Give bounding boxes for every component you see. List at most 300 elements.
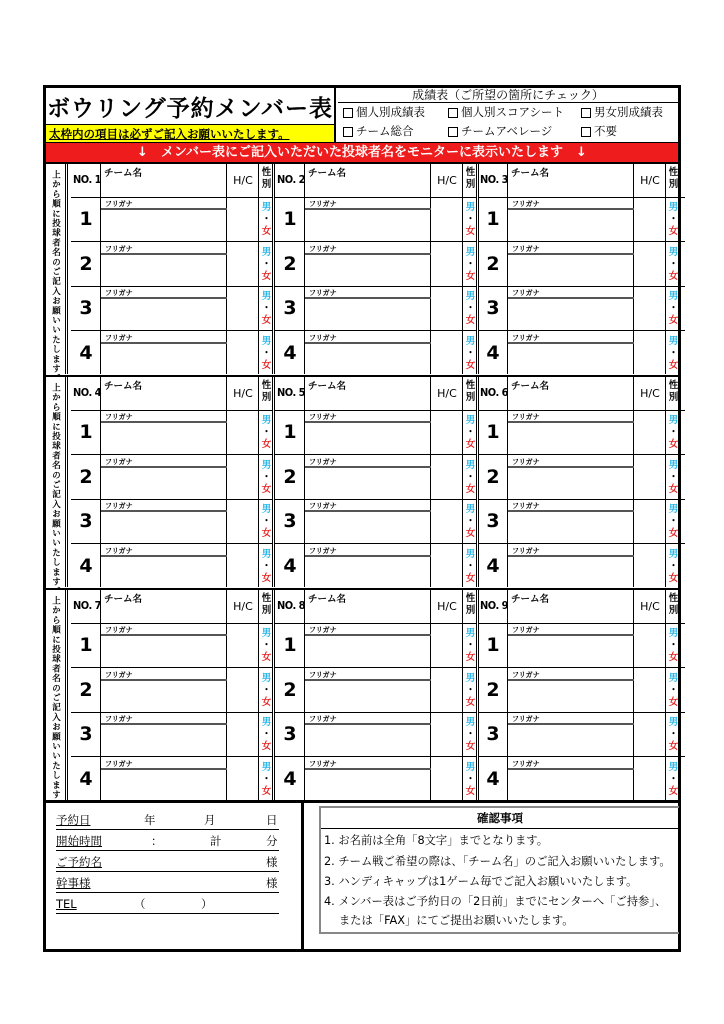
sex-selector[interactable] [666, 336, 681, 372]
male-option[interactable]: 男 [261, 415, 272, 426]
player-number: 3 [486, 510, 500, 532]
furigana-field[interactable]: フリガナ [508, 243, 634, 255]
sex-selector[interactable] [259, 202, 274, 238]
player-row [275, 332, 476, 376]
female-option[interactable]: 女 [668, 226, 679, 237]
furigana-field[interactable]: フリガナ [101, 287, 227, 299]
player-name-field[interactable] [508, 557, 634, 589]
sex-selector[interactable] [666, 628, 681, 664]
player-number: 4 [79, 554, 93, 577]
player-name-field[interactable] [508, 255, 634, 286]
player-name-field[interactable] [305, 344, 431, 376]
player-number: 1 [283, 421, 297, 443]
male-option[interactable]: 男 [465, 202, 476, 213]
female-option[interactable]: 女 [261, 652, 272, 663]
male-option[interactable]: 男 [668, 291, 679, 302]
sex-selector[interactable] [259, 762, 274, 798]
sex-selector[interactable] [259, 460, 274, 496]
male-option[interactable]: 男 [668, 335, 679, 347]
player-name-field[interactable] [305, 210, 431, 241]
confirmation-item: 2. チーム戦ご希望の際は、「チーム名」のご記入お願いいたします。 [324, 855, 671, 868]
male-option[interactable]: 男 [668, 504, 679, 515]
player-row [71, 624, 272, 668]
player-name-field[interactable] [101, 770, 227, 802]
team-header [478, 590, 685, 624]
furigana-field[interactable]: フリガナ [508, 713, 634, 725]
player-row [275, 758, 476, 802]
female-option[interactable]: 女 [668, 652, 679, 663]
team-block [46, 375, 679, 597]
furigana-field[interactable]: フリガナ [101, 758, 227, 770]
player-name-field[interactable] [101, 681, 227, 712]
player-name-field[interactable] [508, 468, 634, 499]
separator-dot: ・ [668, 684, 679, 696]
sex-selector[interactable] [463, 504, 478, 540]
furigana-field[interactable]: フリガナ [508, 758, 634, 770]
player-name-field[interactable] [508, 299, 634, 330]
player-number: 3 [486, 723, 500, 745]
male-option[interactable]: 男 [668, 672, 679, 684]
furigana-field[interactable]: フリガナ [305, 243, 431, 255]
player-row [71, 411, 272, 455]
female-option[interactable]: 女 [465, 439, 476, 450]
female-option[interactable]: 女 [465, 572, 476, 584]
sex-selector[interactable] [666, 504, 681, 540]
furigana-field[interactable]: フリガナ [101, 713, 227, 725]
female-option[interactable]: 女 [261, 741, 272, 752]
team-header [478, 377, 685, 411]
checkbox-icon[interactable] [448, 127, 458, 137]
checkbox-gender-results[interactable] [581, 103, 663, 122]
player-name-field[interactable] [101, 725, 227, 756]
male-option[interactable]: 男 [668, 548, 679, 560]
player-name-field[interactable] [508, 210, 634, 241]
checkbox-icon[interactable] [448, 108, 458, 118]
sex-selector[interactable] [259, 415, 274, 451]
furigana-field[interactable]: フリガナ [508, 624, 634, 636]
furigana-field[interactable]: フリガナ [508, 456, 634, 468]
male-option[interactable]: 男 [465, 717, 476, 728]
furigana-field[interactable]: フリガナ [101, 411, 227, 423]
separator-dot: ・ [668, 729, 679, 740]
player-name-field[interactable] [101, 255, 227, 286]
female-option[interactable]: 女 [261, 270, 272, 282]
player-name-field[interactable] [101, 344, 227, 376]
hc-header: H/C [437, 174, 457, 187]
player-number: 2 [486, 465, 500, 488]
sex-selector[interactable] [259, 336, 274, 372]
bottom-vertical-divider [301, 802, 304, 951]
furigana-field[interactable]: フリガナ [508, 545, 634, 557]
player-name-field[interactable] [305, 255, 431, 286]
confirmation-item: または「FAX」にてご提出お願いいたします。 [324, 914, 574, 927]
team-name-field[interactable]: チーム名 [308, 594, 347, 605]
female-option[interactable]: 女 [465, 270, 476, 282]
male-option[interactable]: 男 [465, 291, 476, 302]
player-name-field[interactable] [101, 210, 227, 241]
furigana-field[interactable]: フリガナ [101, 243, 227, 255]
female-option[interactable]: 女 [668, 315, 679, 326]
female-option[interactable]: 女 [261, 359, 272, 371]
furigana-field[interactable]: フリガナ [305, 669, 431, 681]
player-name-field[interactable] [101, 557, 227, 589]
male-option[interactable]: 男 [261, 548, 272, 560]
sex-header: 性別 [465, 380, 476, 403]
sex-selector[interactable] [463, 673, 478, 709]
time-colon: ： [151, 834, 163, 848]
player-number: 2 [79, 465, 93, 488]
male-option[interactable]: 男 [261, 504, 272, 515]
sex-selector[interactable] [666, 762, 681, 798]
paren-close: ） [201, 897, 213, 911]
player-number: 3 [79, 510, 93, 532]
female-option[interactable]: 女 [668, 572, 679, 584]
female-option[interactable]: 女 [261, 696, 272, 708]
male-option[interactable]: 男 [465, 246, 476, 258]
team-group [71, 377, 275, 587]
separator-dot: ・ [668, 471, 679, 483]
male-option[interactable]: 男 [465, 672, 476, 684]
furigana-field[interactable]: フリガナ [305, 411, 431, 423]
male-option[interactable]: 男 [261, 717, 272, 728]
male-option[interactable]: 男 [668, 628, 679, 639]
confirmation-item: 1. お名前は全角「8文字」までとなります。 [324, 834, 548, 847]
male-option[interactable]: 男 [261, 202, 272, 213]
female-option[interactable]: 女 [465, 696, 476, 708]
player-number: 1 [486, 634, 500, 656]
male-option[interactable]: 男 [668, 415, 679, 426]
sex-selector[interactable] [463, 247, 478, 283]
female-option[interactable]: 女 [465, 483, 476, 495]
total-label: 計 [210, 834, 222, 848]
checkbox-label: 個人別成績表 [356, 105, 425, 119]
female-option[interactable]: 女 [465, 528, 476, 539]
team-name-field[interactable]: チーム名 [104, 381, 143, 392]
team-name-field[interactable]: チーム名 [104, 594, 143, 605]
player-row [71, 456, 272, 500]
team-number: NO. 6 [480, 386, 509, 399]
team-header [275, 377, 476, 411]
furigana-field[interactable]: フリガナ [101, 500, 227, 512]
furigana-field[interactable]: フリガナ [305, 500, 431, 512]
male-option[interactable]: 男 [465, 548, 476, 560]
checkbox-team-total[interactable] [343, 122, 414, 141]
player-name-field[interactable] [305, 636, 431, 667]
checkbox-individual-score-sheet[interactable] [448, 103, 564, 122]
male-option[interactable]: 男 [465, 628, 476, 639]
reservation-name-row[interactable] [56, 854, 279, 872]
sex-selector[interactable] [666, 202, 681, 238]
start-time-label: 開始時間 [56, 834, 102, 848]
sex-selector[interactable] [259, 504, 274, 540]
checkbox-icon[interactable] [343, 127, 353, 137]
female-option[interactable]: 女 [668, 359, 679, 371]
sex-selector[interactable] [259, 717, 274, 753]
team-number: NO. 5 [277, 386, 306, 399]
sex-header: 性別 [668, 167, 679, 190]
separator-dot: ・ [261, 729, 272, 740]
female-option[interactable]: 女 [465, 315, 476, 326]
player-name-field[interactable] [305, 423, 431, 454]
confirmation-title: 確認事項 [321, 808, 679, 829]
checkbox-icon[interactable] [343, 108, 353, 118]
furigana-field[interactable]: フリガナ [508, 198, 634, 210]
male-option[interactable]: 男 [261, 335, 272, 347]
team-name-field[interactable]: チーム名 [511, 594, 550, 605]
furigana-field[interactable]: フリガナ [508, 669, 634, 681]
tel-label: TEL [56, 897, 77, 911]
separator-dot: ・ [668, 347, 679, 359]
player-name-field[interactable] [305, 557, 431, 589]
checkbox-individual-results[interactable] [343, 103, 425, 122]
side-instruction [46, 590, 68, 810]
team-block [46, 162, 679, 384]
furigana-field[interactable]: フリガナ [101, 456, 227, 468]
sex-selector[interactable] [463, 762, 478, 798]
team-name-field[interactable]: チーム名 [511, 381, 550, 392]
player-name-field[interactable] [508, 681, 634, 712]
player-number: 4 [486, 341, 500, 364]
reservation-name-label: ご予約名 [56, 855, 102, 869]
furigana-field[interactable]: フリガナ [305, 456, 431, 468]
tel-row[interactable] [56, 896, 279, 914]
furigana-field[interactable]: フリガナ [101, 545, 227, 557]
player-name-field[interactable] [101, 423, 227, 454]
player-name-field[interactable] [508, 770, 634, 802]
player-name-field[interactable] [305, 512, 431, 543]
separator-dot: ・ [465, 471, 476, 483]
female-option[interactable]: 女 [465, 359, 476, 371]
sex-selector[interactable] [259, 549, 274, 585]
side-instruction-text: 上から順に投球者名のご記入お願いいたします。 [50, 383, 61, 597]
separator-dot: ・ [261, 640, 272, 651]
female-option[interactable]: 女 [261, 528, 272, 539]
organizer-label: 幹事様 [56, 876, 91, 890]
separator-dot: ・ [668, 258, 679, 270]
player-number: 1 [79, 421, 93, 443]
player-row [478, 243, 685, 287]
furigana-field[interactable]: フリガナ [305, 332, 431, 344]
separator-dot: ・ [668, 516, 679, 527]
female-option[interactable]: 女 [261, 572, 272, 584]
sex-selector[interactable] [463, 291, 478, 327]
male-option[interactable]: 男 [465, 504, 476, 515]
player-number: 2 [283, 678, 297, 701]
furigana-field[interactable]: フリガナ [305, 545, 431, 557]
organizer-row[interactable] [56, 875, 279, 893]
separator-dot: ・ [465, 560, 476, 572]
sex-selector[interactable] [463, 549, 478, 585]
player-row [71, 332, 272, 376]
separator-dot: ・ [668, 214, 679, 225]
sex-selector[interactable] [463, 460, 478, 496]
player-row [275, 287, 476, 331]
female-option[interactable]: 女 [465, 785, 476, 797]
furigana-field[interactable]: フリガナ [305, 713, 431, 725]
furigana-field[interactable]: フリガナ [305, 624, 431, 636]
furigana-field[interactable]: フリガナ [508, 500, 634, 512]
female-option[interactable]: 女 [465, 652, 476, 663]
furigana-field[interactable]: フリガナ [305, 198, 431, 210]
team-header [71, 377, 272, 411]
team-number: NO. 9 [480, 599, 509, 612]
month-label: 月 [204, 813, 216, 827]
sex-header: 性別 [261, 380, 272, 403]
team-number: NO. 8 [277, 599, 306, 612]
sex-selector[interactable] [463, 202, 478, 238]
male-option[interactable]: 男 [465, 459, 476, 471]
male-option[interactable]: 男 [465, 761, 476, 773]
player-number: 2 [283, 465, 297, 488]
team-name-field[interactable]: チーム名 [511, 168, 550, 179]
female-option[interactable]: 女 [261, 226, 272, 237]
team-number: NO. 3 [480, 173, 509, 186]
furigana-field[interactable]: フリガナ [101, 669, 227, 681]
male-option[interactable]: 男 [668, 202, 679, 213]
sex-selector[interactable] [666, 247, 681, 283]
sex-selector[interactable] [666, 673, 681, 709]
player-number: 1 [486, 421, 500, 443]
sex-selector[interactable] [259, 673, 274, 709]
sex-selector[interactable] [259, 247, 274, 283]
start-time-row[interactable] [56, 833, 279, 851]
female-option[interactable]: 女 [668, 528, 679, 539]
sex-header: 性別 [465, 167, 476, 190]
team-header [71, 590, 272, 624]
player-name-field[interactable] [305, 681, 431, 712]
player-name-field[interactable] [101, 512, 227, 543]
player-name-field[interactable] [305, 299, 431, 330]
furigana-field[interactable]: フリガナ [508, 332, 634, 344]
player-number: 3 [283, 723, 297, 745]
team-header [478, 164, 685, 198]
player-name-field[interactable] [101, 636, 227, 667]
reservation-date-row[interactable] [56, 812, 279, 830]
checkbox-team-average[interactable] [448, 122, 552, 141]
sex-selector[interactable] [666, 415, 681, 451]
player-name-field[interactable] [508, 636, 634, 667]
sex-selector[interactable] [666, 717, 681, 753]
player-number: 4 [283, 341, 297, 364]
female-option[interactable]: 女 [668, 483, 679, 495]
male-option[interactable]: 男 [261, 246, 272, 258]
player-name-field[interactable] [305, 468, 431, 499]
female-option[interactable]: 女 [261, 785, 272, 797]
player-number: 4 [486, 554, 500, 577]
male-option[interactable]: 男 [465, 335, 476, 347]
furigana-field[interactable]: フリガナ [305, 287, 431, 299]
player-name-field[interactable] [101, 299, 227, 330]
sex-selector[interactable] [463, 415, 478, 451]
sex-selector[interactable] [259, 291, 274, 327]
furigana-field[interactable]: フリガナ [101, 624, 227, 636]
player-number: 3 [283, 510, 297, 532]
separator-dot: ・ [465, 729, 476, 740]
female-option[interactable]: 女 [261, 315, 272, 326]
team-name-field[interactable]: チーム名 [308, 168, 347, 179]
male-option[interactable]: 男 [668, 761, 679, 773]
checkbox-icon[interactable] [581, 127, 591, 137]
female-option[interactable]: 女 [668, 785, 679, 797]
female-option[interactable]: 女 [261, 439, 272, 450]
team-group [275, 164, 479, 374]
male-option[interactable]: 男 [668, 246, 679, 258]
player-name-field[interactable] [305, 770, 431, 802]
team-number: NO. 7 [73, 599, 102, 612]
player-name-field[interactable] [101, 468, 227, 499]
female-option[interactable]: 女 [668, 741, 679, 752]
male-option[interactable]: 男 [465, 415, 476, 426]
checkbox-icon[interactable] [581, 108, 591, 118]
checkbox-label: 個人別スコアシート [461, 105, 565, 119]
player-number: 1 [283, 208, 297, 230]
player-name-field[interactable] [508, 512, 634, 543]
player-number: 2 [79, 252, 93, 275]
player-name-field[interactable] [508, 725, 634, 756]
team-name-field[interactable]: チーム名 [104, 168, 143, 179]
sex-selector[interactable] [463, 628, 478, 664]
furigana-field[interactable]: フリガナ [101, 332, 227, 344]
sex-selector[interactable] [463, 717, 478, 753]
bottom-divider [46, 800, 678, 803]
separator-dot: ・ [465, 258, 476, 270]
female-option[interactable]: 女 [668, 696, 679, 708]
sex-selector[interactable] [463, 336, 478, 372]
player-number: 1 [79, 208, 93, 230]
male-option[interactable]: 男 [261, 672, 272, 684]
player-name-field[interactable] [508, 344, 634, 376]
furigana-field[interactable]: フリガナ [508, 411, 634, 423]
male-option[interactable]: 男 [261, 628, 272, 639]
sex-selector[interactable] [259, 628, 274, 664]
team-name-field[interactable]: チーム名 [308, 381, 347, 392]
player-number: 1 [486, 208, 500, 230]
female-option[interactable]: 女 [261, 483, 272, 495]
sex-selector[interactable] [666, 291, 681, 327]
furigana-field[interactable]: フリガナ [305, 758, 431, 770]
sama-label: 様 [266, 855, 278, 869]
sex-selector[interactable] [666, 549, 681, 585]
team-group [478, 590, 685, 800]
player-row [71, 758, 272, 802]
player-row [275, 198, 476, 242]
separator-dot: ・ [465, 640, 476, 651]
furigana-field[interactable]: フリガナ [101, 198, 227, 210]
female-option[interactable]: 女 [668, 439, 679, 450]
player-row [478, 287, 685, 331]
sex-selector[interactable] [666, 460, 681, 496]
player-number: 2 [486, 252, 500, 275]
female-option[interactable]: 女 [465, 741, 476, 752]
player-name-field[interactable] [305, 725, 431, 756]
player-row [71, 243, 272, 287]
side-instruction-text: 上から順に投球者名のご記入お願いいたします。 [50, 170, 61, 384]
team-group [275, 590, 479, 800]
hc-header: H/C [640, 387, 660, 400]
female-option[interactable]: 女 [465, 226, 476, 237]
male-option[interactable]: 男 [668, 717, 679, 728]
male-option[interactable]: 男 [261, 761, 272, 773]
furigana-field[interactable]: フリガナ [508, 287, 634, 299]
male-option[interactable]: 男 [261, 459, 272, 471]
hc-header: H/C [437, 387, 457, 400]
player-name-field[interactable] [508, 423, 634, 454]
female-option[interactable]: 女 [668, 270, 679, 282]
male-option[interactable]: 男 [668, 459, 679, 471]
checkbox-not-needed[interactable] [581, 122, 617, 141]
player-row [275, 500, 476, 544]
male-option[interactable]: 男 [261, 291, 272, 302]
